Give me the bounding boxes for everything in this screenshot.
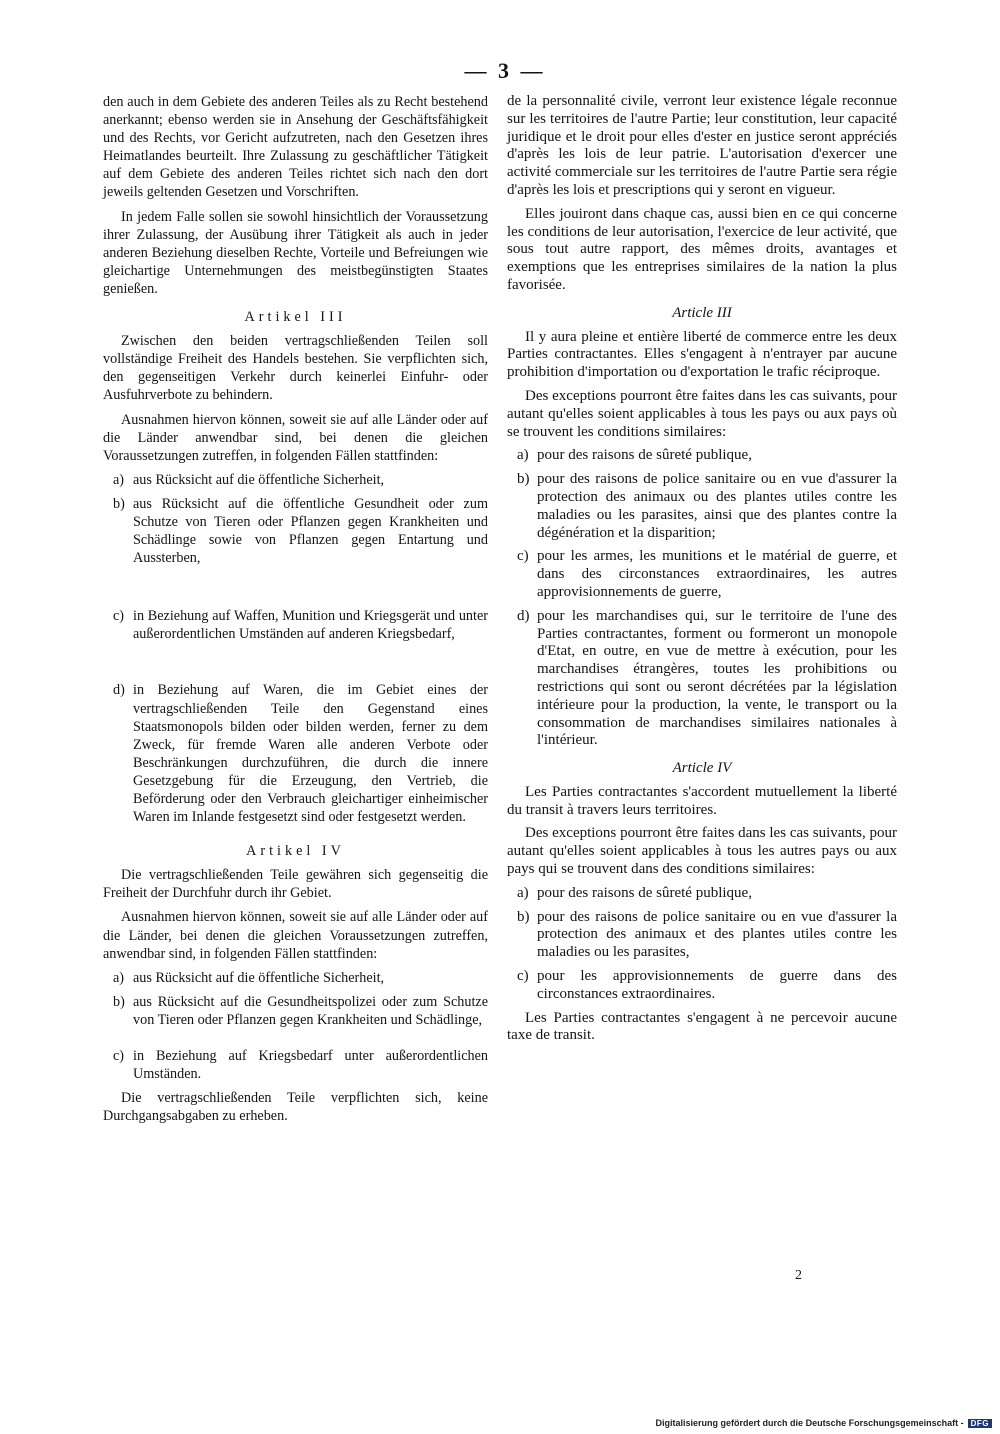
- list-item-label: a): [517, 447, 529, 464]
- article-heading: Article III: [672, 304, 732, 321]
- list-item: [507, 471, 897, 542]
- list-item: [103, 993, 488, 1029]
- paragraph: Les Parties contractantes s'engagent à ne percevoir aucune taxe de transit.: [507, 1009, 897, 1044]
- list-item-label: b): [113, 993, 125, 1010]
- list-item-text: aus Rücksicht auf die öffentliche Gesundheit oder zum Schutze von Tieren oder Pflanzen gegen Krankheiten und Schädlinge sowie von Pflanzen gegen Entartung und Aussterben,: [133, 495, 488, 567]
- list-item: [103, 495, 488, 567]
- list-item-text: pour des raisons de police sanitaire ou en vue d'assurer la protection des animaux ou des plantes utiles contre les maladies ou les parasites, ainsi que des plantes contre la dégénération et la disparition;: [537, 471, 897, 541]
- paragraph: de la personnalité civile, verront leur existence légale reconnue sur les territoires de l'autre Partie; leur constitution, leur capacité juridique et le droit pour elles d'ester en justice seront appréciés d'après les lois de leur patrie. L'autorisation d'exercer une activité commerciale sur les territoires de l'autre Partie sera régie d'après les lois et prescriptions qui y seront en vigueur.: [507, 93, 897, 198]
- list-item-label: c): [517, 968, 529, 985]
- list-item-text: pour les marchandises qui, sur le territoire de l'une des Parties contractantes, forment ou formeront un monopole d'Etat, en outre, en vue de mettre à exécution, pour les marchandises étrangères, toutes les prohibitions ou restrictions qui sont ou seront décrétées par la législation intérieure pour la production, la vente, le transport ou la consommation de marchandises similaires nationales à l'intérieur.: [537, 607, 897, 749]
- list-item-text: aus Rücksicht auf die öffentliche Sicherheit,: [133, 969, 385, 986]
- list-item: [103, 471, 488, 489]
- paragraph: Die vertragschließenden Teile gewähren sich gegenseitig die Freiheit der Durchfuhr durch ihr Gebiet.: [103, 867, 488, 902]
- page-number: — 3 —: [464, 58, 546, 83]
- list-item-label: d): [113, 682, 125, 699]
- list-item-label: c): [113, 608, 125, 625]
- list-item: [103, 607, 488, 643]
- list-item-label: b): [113, 495, 125, 512]
- list-item-label: c): [517, 548, 529, 565]
- list-item: [507, 885, 897, 903]
- list-item: [103, 1047, 488, 1083]
- list-item-text: pour des raisons de sûreté publique,: [537, 447, 752, 464]
- list-item: [507, 968, 897, 1004]
- list-item: [103, 969, 488, 987]
- list-item-label: c): [113, 1048, 125, 1065]
- paragraph: Les Parties contractantes s'accordent mutuellement la liberté du transit à travers leurs territoires.: [507, 783, 897, 818]
- paragraph: Die vertragschließenden Teile verpflichten sich, keine Durchgangsabgaben zu erheben.: [103, 1090, 488, 1125]
- list-item-text: pour des raisons de police sanitaire ou en vue d'assurer la protection des animaux et des plantes utiles contre les maladies ou les parasites,: [537, 908, 897, 961]
- list-item-text: aus Rücksicht auf die öffentliche Sicherheit,: [133, 471, 385, 488]
- list-item-text: aus Rücksicht auf die Gesundheitspolizei oder zum Schutze von Tieren oder Pflanzen gegen Krankheiten und Schädlinge,: [133, 993, 488, 1028]
- list-item-label: b): [517, 471, 530, 488]
- list-item: [507, 447, 897, 465]
- list-item-label: a): [113, 969, 125, 986]
- paragraph: Il y aura pleine et entière liberté de commerce entre les deux Parties contractantes. Elles s'engagent à n'entrayer par aucune prohibition d'importation ou d'exportation le trafic réciproque.: [507, 328, 897, 381]
- paragraph: Elles jouiront dans chaque cas, aussi bien en ce qui concerne les conditions de leur autorisation, l'exercice de leur activité, que sous tout autre rapport, des mêmes droits, avantages et exemptions que les entreprises similaires de la nation la plus favorisée.: [507, 205, 897, 293]
- list-item-label: a): [517, 884, 529, 901]
- list-item-label: d): [517, 607, 530, 624]
- list-item-text: pour les armes, les munitions et le matérial de guerre, et dans des circonstances extraordinaires, les autres approvisionnements de guerre,: [537, 548, 897, 600]
- list-item-text: in Beziehung auf Waffen, Munition und Kriegsgerät und unter außerordentlichen Umständen auf anderen Kriegsbedarf,: [133, 608, 488, 643]
- german-column: [103, 93, 488, 1131]
- list-item: [507, 909, 897, 962]
- list-item-label: a): [113, 471, 125, 488]
- list-item: [103, 681, 488, 826]
- paragraph: Zwischen den beiden vertragschließenden Teilen soll vollständige Freiheit des Handels bestehen. Sie verpflichten sich, den gegenseitigen Verkehr durch keinerlei Einfuhr- oder Ausfuhrverbote zu behindern.: [103, 333, 488, 404]
- list-item-text: in Beziehung auf Kriegsbedarf unter außerordentlichen Umständen.: [133, 1048, 488, 1083]
- paragraph: Ausnahmen hiervon können, soweit sie auf alle Länder oder auf die Länder, bei denen die gleichen Voraussetzungen zutreffen, anwendbar sind, in folgenden Fällen stattfinden:: [103, 909, 488, 962]
- paragraph: Des exceptions pourront être faites dans les cas suivants, pour autant qu'elles soient applicables à tous les autres pays ou aux pays qui se trouvent dans des conditions similaires:: [507, 825, 897, 878]
- paragraph: Des exceptions pourront être faites dans les cas suivants, pour autant qu'elles soient applicables à tous les pays ou aux pays où se trouvent les conditions similaires:: [507, 387, 897, 440]
- french-column: [507, 93, 897, 1051]
- article-heading: Artikel III: [244, 309, 347, 326]
- list-item: [507, 548, 897, 601]
- list-item: [507, 608, 897, 750]
- article-heading: Artikel IV: [246, 843, 345, 860]
- paragraph: den auch in dem Gebiete des anderen Teiles als zu Recht bestehend anerkannt; ebenso werden sie in Ansehung der Geschäftsfähigkeit und des Rechts, vor Gericht aufzutreten, nach den Gesetzen ihres Heimatlandes beurteilt. Ihre Zulassung zu geschäftlicher Tätigkeit auf dem Gebiete des anderen Teiles richtet sich nach den dort jeweils geltenden Gesetzen und Vorschriften.: [103, 94, 488, 201]
- list-item-text: pour les approvisionnements de guerre dans des circonstances extraordinaires.: [537, 968, 897, 1002]
- list-item-text: in Beziehung auf Waren, die im Gebiet eines der vertragschließenden Teile den Gegenstand eines Staatsmonopols bilden oder bilden werden, ferner zu dem Zweck, für fremde Waren alle anderen Verbote oder Beschränkungen durchzuführen, die durch die innere Gesetzgebung für die Erzeugung, den Vertrieb, die Beförderung oder den Verbrauch gleichartiger einheimischer Waren im Inlande festgesetzt sind oder festgesetzt werden.: [133, 682, 488, 826]
- dfg-logo: DFG: [968, 1419, 992, 1428]
- paragraph: Ausnahmen hiervon können, soweit sie auf alle Länder oder auf die Länder anwendbar sind, bei denen die gleichen Voraussetzungen zutreffen, in folgenden Fällen stattfinden:: [103, 411, 488, 464]
- footer-text: Digitalisierung gefördert durch die Deutsche Forschungsgemeinschaft -: [655, 1418, 964, 1428]
- article-heading: Article IV: [672, 760, 732, 777]
- list-item-text: pour des raisons de sûreté publique,: [537, 884, 752, 901]
- digitization-footer: [656, 1418, 992, 1428]
- paragraph: In jedem Falle sollen sie sowohl hinsichtlich der Voraussetzung ihrer Zulassung, der Ausübung ihrer Tätigkeit als auch in jeder anderen Beziehung dieselben Rechte, Vorteile und Befreiungen wie gleichartige Unternehmungen des meistbegünstigten Staates genießen.: [103, 208, 488, 297]
- sheet-number: 2: [795, 1268, 802, 1283]
- list-item-label: b): [517, 908, 530, 925]
